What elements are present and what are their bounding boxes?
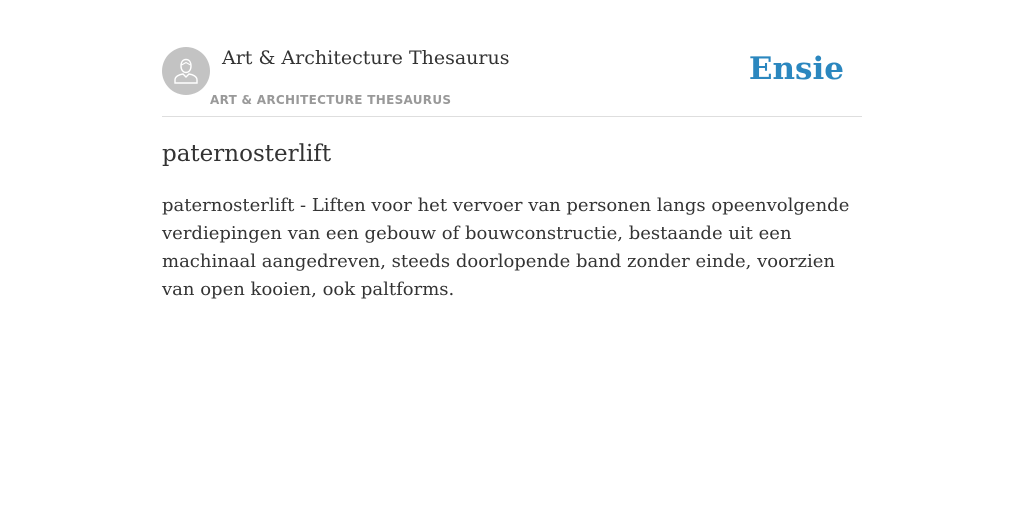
definition-text: paternosterlift - Liften voor het vervoer van personen langs opeenvolgende verdiepingen van een gebouw of bouwconstructie, bestaande uit een machinaal aangedreven, steeds doorlopende band zonder einde, voorzien van open kooien, ook paltforms. <box>162 195 850 300</box>
page-title: paternosterlift <box>162 141 332 167</box>
avatar[interactable] <box>162 47 210 95</box>
author-name[interactable]: Art & Architecture Thesaurus <box>222 47 510 69</box>
user-icon <box>171 56 201 86</box>
header <box>162 0 862 117</box>
brand-logo[interactable]: Ensie <box>748 51 844 87</box>
source-label[interactable]: ART & ARCHITECTURE THESAURUS <box>210 93 452 107</box>
